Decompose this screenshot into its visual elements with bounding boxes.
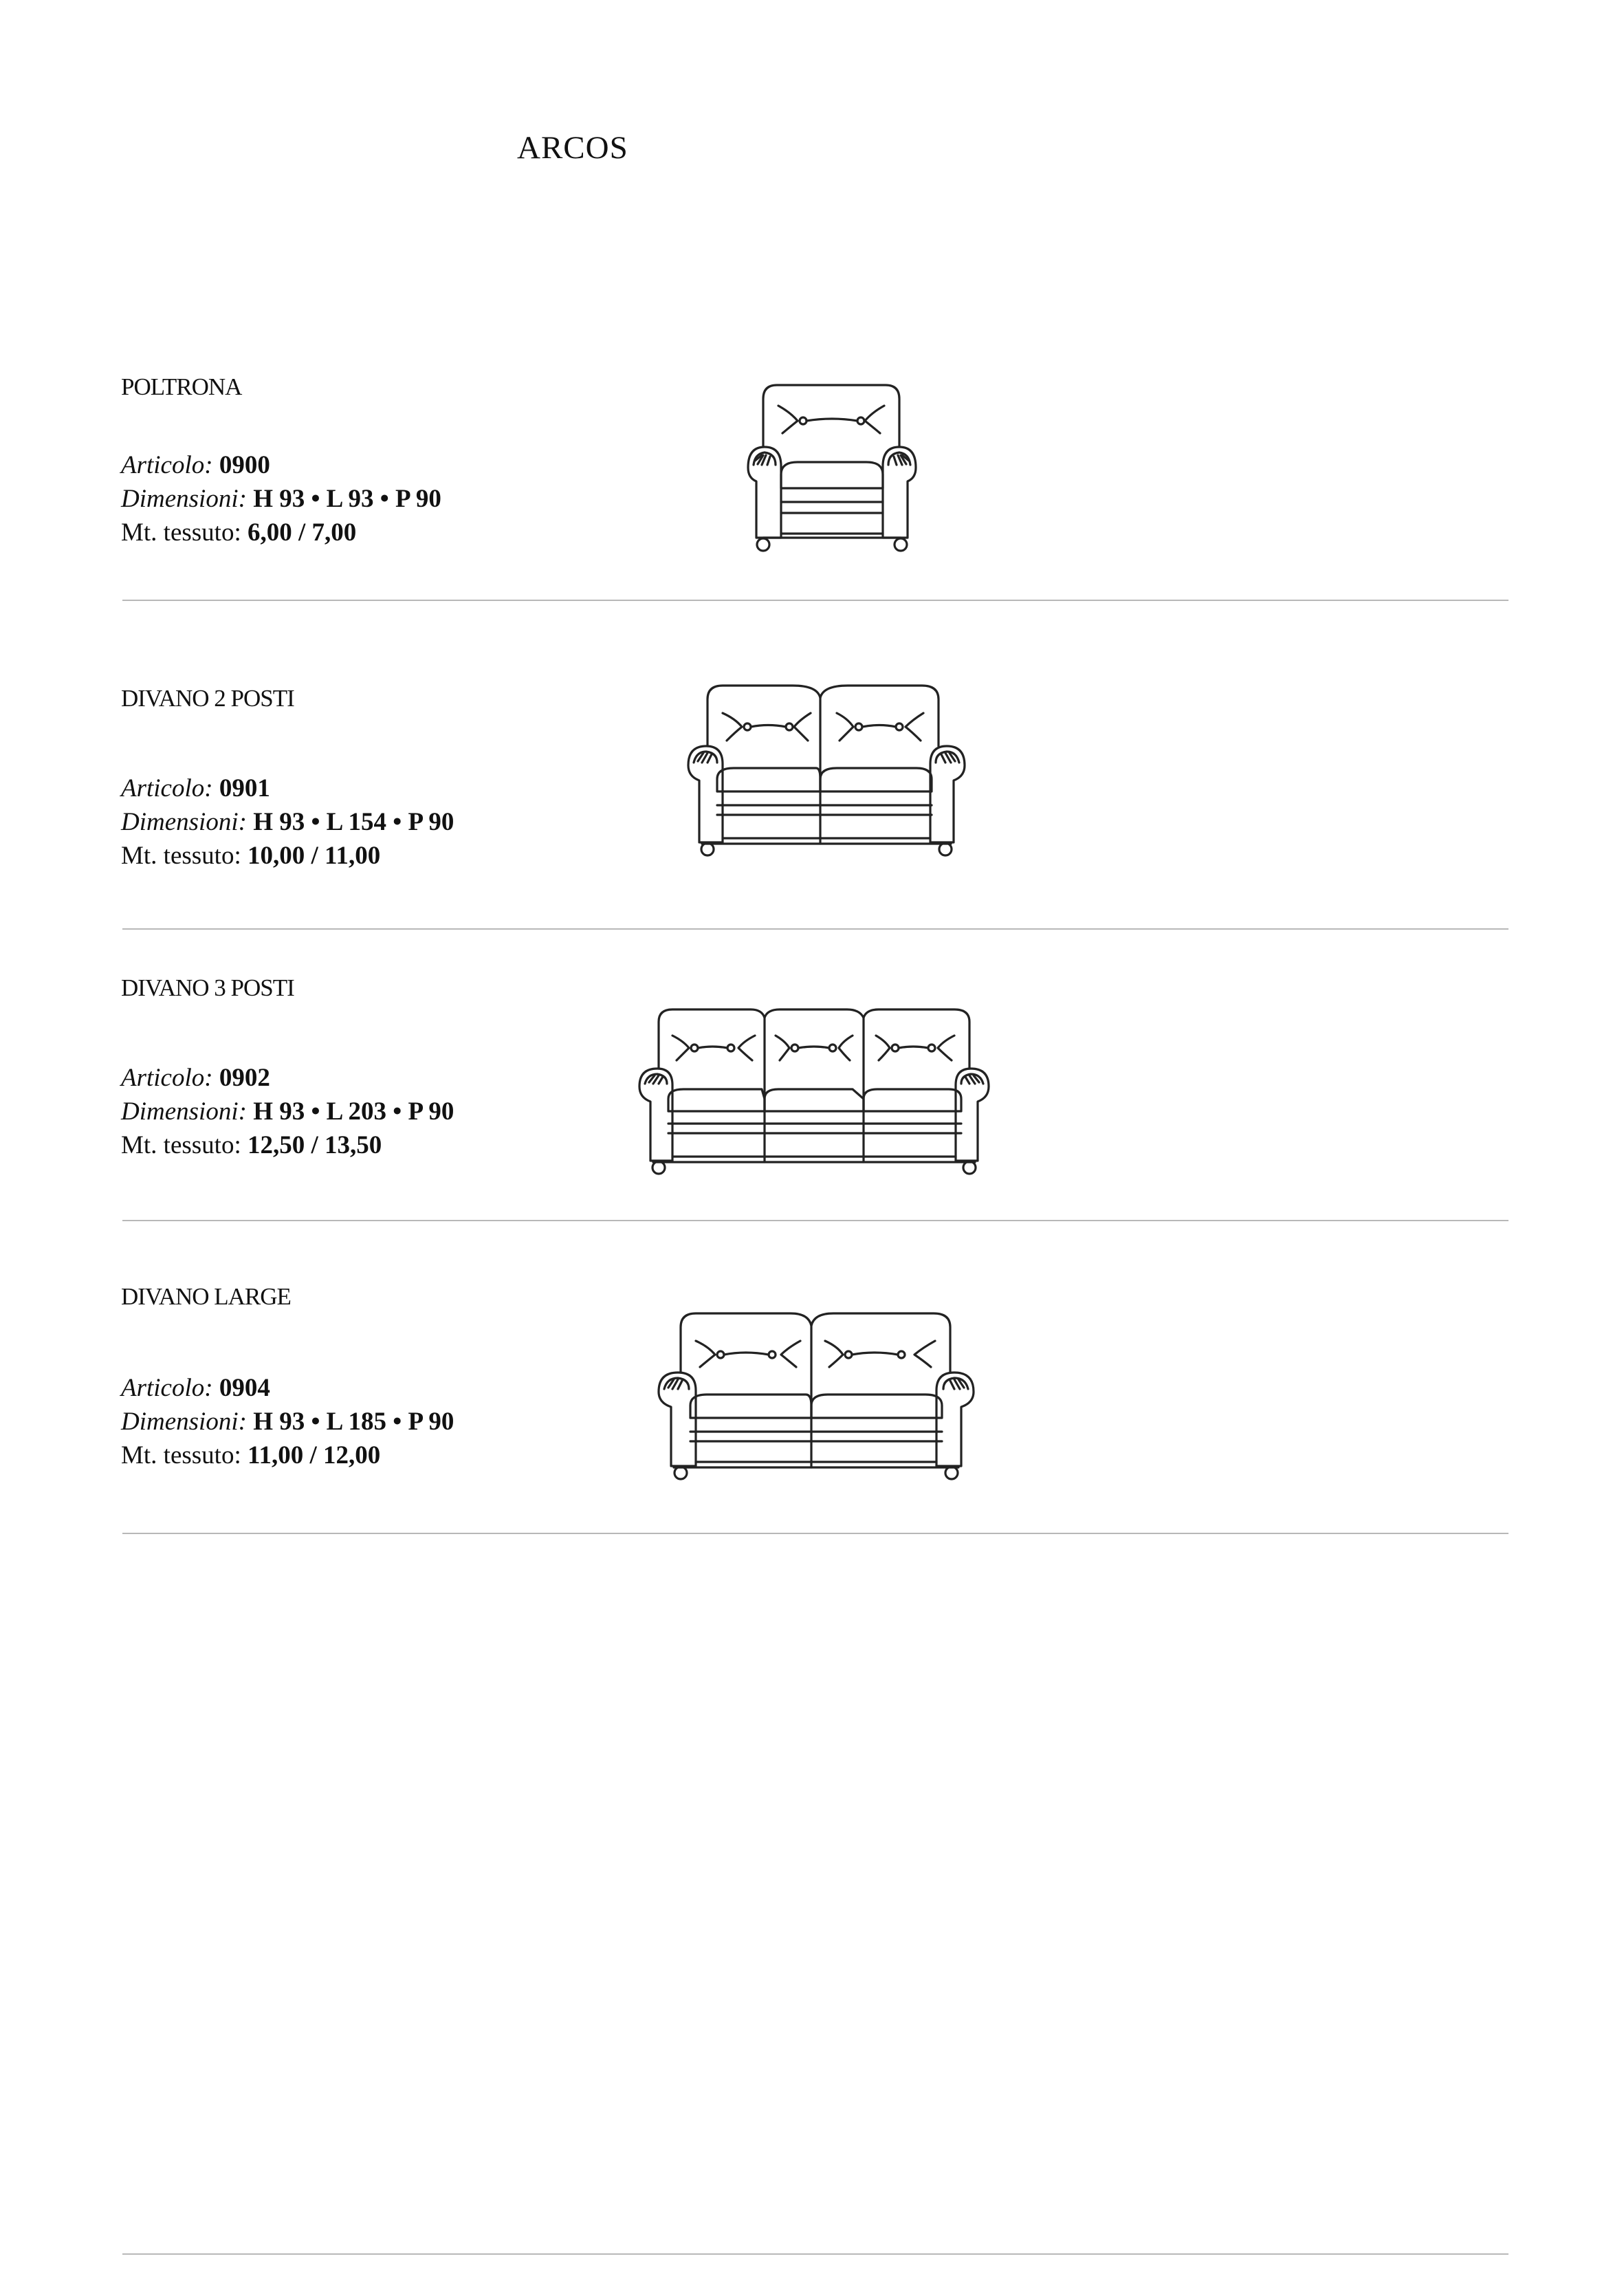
armchair-drawing [743,378,921,554]
dimensioni-value: H 93 • L 203 • P 90 [253,1097,454,1126]
tessuto-value: 12,50 / 13,50 [248,1131,382,1159]
separator [122,600,1508,601]
product-specs [121,1371,454,1472]
articolo-value: 0900 [219,451,270,479]
tessuto-value: 10,00 / 11,00 [248,842,381,870]
tessuto-value: 6,00 / 7,00 [248,518,357,547]
dimensioni-value: H 93 • L 154 • P 90 [253,808,454,836]
articolo-label: Articolo: [121,451,213,479]
dimensioni-value: H 93 • L 93 • P 90 [253,485,441,513]
articolo-label: Articolo: [121,1064,213,1092]
product-name: DIVANO 3 POSTI [121,974,294,1001]
dimensioni-label: Dimensioni: [121,808,247,836]
tessuto-label: Mt. tessuto: [121,842,241,870]
dimensioni-label: Dimensioni: [121,1097,247,1126]
separator [122,1220,1508,1221]
product-name: DIVANO LARGE [121,1283,291,1310]
articolo-label: Articolo: [121,774,213,802]
dimensioni-label: Dimensioni: [121,485,247,513]
product-name: POLTRONA [121,373,242,400]
articolo-label: Articolo: [121,1374,213,1402]
dimensioni-label: Dimensioni: [121,1408,247,1436]
page-title: ARCOS [517,130,628,166]
articolo-value: 0902 [219,1064,270,1092]
tessuto-label: Mt. tessuto: [121,1131,241,1159]
articolo-value: 0901 [219,774,270,802]
tessuto-label: Mt. tessuto: [121,518,241,547]
dimensioni-value: H 93 • L 185 • P 90 [253,1408,454,1436]
product-specs [121,448,441,549]
sofa-3-seat-drawing [634,1003,994,1176]
product-specs [121,772,454,873]
tessuto-value: 11,00 / 12,00 [248,1441,381,1469]
product-name: DIVANO 2 POSTI [121,685,294,712]
separator [122,928,1508,930]
page-bottom-rule [122,2253,1508,2255]
articolo-value: 0904 [219,1374,270,1402]
product-specs [121,1061,454,1162]
separator [122,1533,1508,1534]
sofa-large-drawing [653,1307,979,1481]
sofa-2-seat-drawing [683,677,970,857]
tessuto-label: Mt. tessuto: [121,1441,241,1469]
